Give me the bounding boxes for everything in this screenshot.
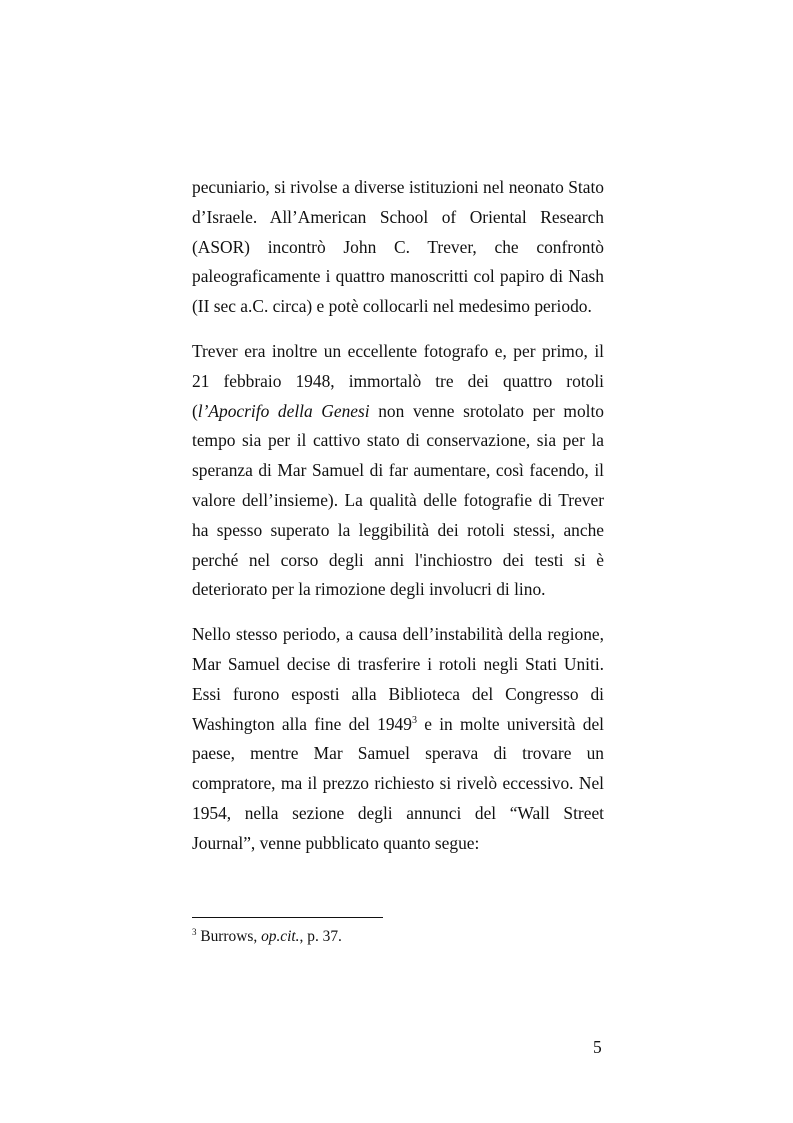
text-line: ha spesso superato la leggibilità dei rotoli stessi, anche (192, 519, 604, 540)
page-number: 5 (593, 1037, 602, 1057)
text-line: 1954, nella sezione degli annunci del “Wall Street (192, 802, 604, 823)
text-line: pecuniario, si rivolse a diverse istituzioni nel neonato Stato (192, 177, 604, 197)
footnote-reference: 3 (411, 714, 417, 726)
paragraph-1 (192, 173, 604, 322)
text-line (192, 710, 604, 740)
text-line: (II sec a.C. circa) e potè collocarli nel medesimo periodo. (192, 296, 592, 317)
text-line: d’Israele. All’American School of Oriental Research (192, 206, 604, 227)
italic-title: l’Apocrifo della Genesi (197, 400, 370, 421)
text-line: compratore, ma il prezzo richiesto si rivelò eccessivo. Nel (192, 773, 604, 794)
text-line: paese, mentre Mar Samuel sperava di trovare un (192, 743, 604, 764)
text-line: paleograficamente i quattro manoscritti col papiro di Nash (192, 266, 604, 287)
line-rest: non venne srotolato per molto (369, 400, 604, 421)
line-rest: e in molte università del (416, 713, 605, 734)
footnote (192, 927, 342, 947)
text-line: valore dell’insieme). La qualità delle fotografie di Trever (192, 489, 604, 510)
footnote-author: Burrows, (196, 928, 262, 945)
paren-open: ( (192, 400, 198, 421)
text-line: (ASOR) incontrò John C. Trever, che confrontò (192, 236, 604, 257)
footnote-separator (192, 917, 383, 918)
text-line: tempo sia per il cattivo stato di conservazione, sia per la (192, 430, 604, 451)
footnote-number: 3 (192, 927, 197, 937)
text-line: deteriorato per la rimozione degli involucri di lino. (192, 579, 546, 600)
footnote-citation: op.cit. (261, 928, 300, 945)
text-line: perché nel corso degli anni l'inchiostro dei testi si è (192, 549, 604, 570)
text-line: Journal”, venne pubblicato quanto segue: (192, 832, 480, 853)
text-line (192, 397, 604, 427)
text-line: Nello stesso periodo, a causa dell’instabilità della regione, (192, 624, 604, 645)
text-line: Essi furono esposti alla Biblioteca del Congresso di (192, 683, 604, 704)
text-line: Trever era inoltre un eccellente fotografo e, per primo, il (192, 340, 604, 361)
text-line: 21 febbraio 1948, immortalò tre dei quattro rotoli (192, 370, 604, 391)
main-text (192, 173, 604, 859)
footnote-page: , p. 37. (299, 928, 342, 945)
paragraph-2 (192, 337, 604, 605)
line-start: Washington alla fine del 1949 (192, 713, 412, 734)
paragraph-3 (192, 620, 604, 858)
text-line: Mar Samuel decise di trasferire i rotoli negli Stati Uniti. (192, 653, 604, 674)
text-line: speranza di Mar Samuel di far aumentare, così facendo, il (192, 460, 604, 481)
